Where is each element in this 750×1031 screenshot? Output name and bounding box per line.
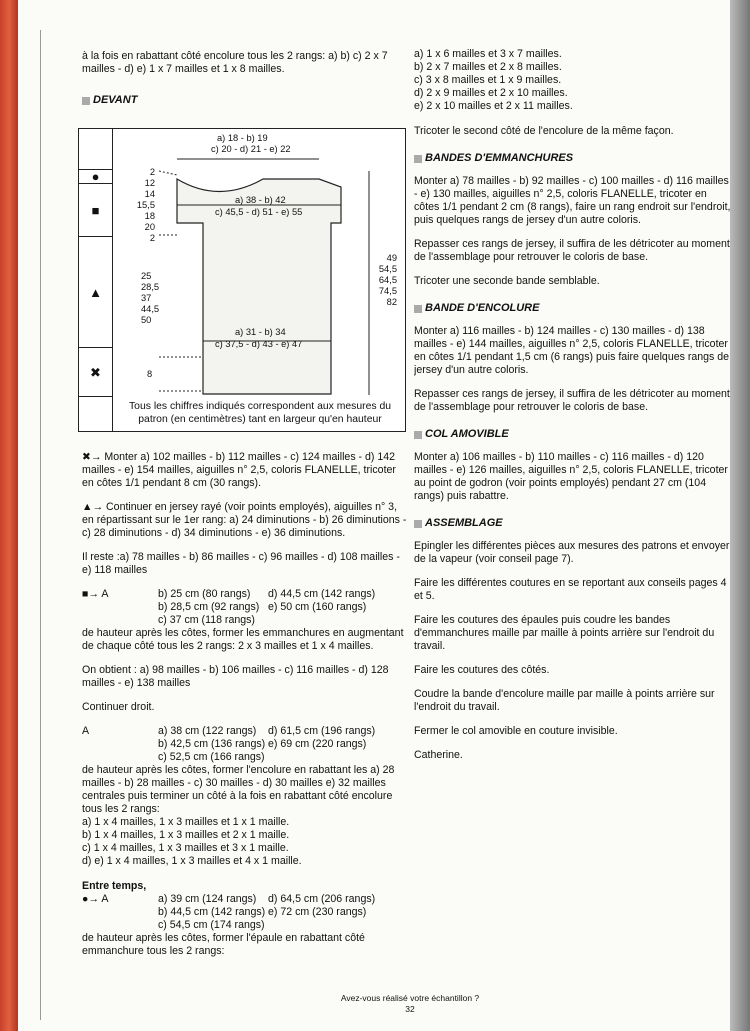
pattern-diagram <box>78 128 406 432</box>
paragraph-emmanchures: de hauteur après les côtes, former les emmanchures en augmentant de chaque côté tous les 2 rangs: 2 x 3 mailles et 1 x 4 mailles. <box>82 627 404 652</box>
paragraph-jersey: ▲→ Continuer en jersey rayé (voir points employés), aiguilles n° 3, en répartissant sur le 1er rang: a) 24 diminutions - b) 26 diminutions - c) 28 diminutions - d) 34 diminutions - e) 36 diminutions. <box>82 501 407 539</box>
section-marker-icon <box>414 431 422 439</box>
paragraph-reste: Il reste :a) 78 mailles - b) 86 mailles - c) 96 mailles - d) 108 mailles - e) 118 mailles <box>82 551 400 576</box>
right-column <box>414 48 734 773</box>
paragraph-epaule: de hauteur après les côtes, former l'épaule en rabattant côté emmanchure tous les 2 rangs: <box>82 932 365 957</box>
section-marker-icon <box>414 520 422 528</box>
paragraph-bande-encolure: Coudre la bande d'encolure maille par maille à points arrière sur l'endroit du travail. <box>414 688 715 713</box>
symbol-square: ■ <box>79 184 112 237</box>
page-number: 32 <box>405 1004 415 1014</box>
paragraph-emm-seconde: Tricoter une seconde bande semblable. <box>414 275 600 287</box>
paragraph-col-fermer: Fermer le col amovible en couture invisible. <box>414 725 618 737</box>
paragraph-coutures: Faire les différentes coutures en se reportant aux conseils pages 4 et 5. <box>414 577 727 602</box>
page-footer <box>330 993 490 1015</box>
paragraph-enc-repasser: Repasser ces rangs de jersey, il suffira de les détricoter au moment de l'assemblage pour retrouver le coloris de base. <box>414 388 730 413</box>
measure-grid-2: A a) 38 cm (122 rangs) d) 61,5 cm (196 rangs) b) 42,5 cm (136 rangs) e) 69 cm (220 rangs) c) 52,5 cm (166 rangs) <box>82 725 376 763</box>
mid-label-2: c) 45,5 - d) 51 - e) 55 <box>215 207 303 217</box>
section-encolure: BANDE D'ENCOLURE <box>414 302 734 315</box>
diagram-caption: Tous les chiffres indiqués correspondent aux mesures du patron (en centimètres) tant en largeur qu'en hauteur <box>128 401 392 425</box>
paragraph-cotes: Faire les coutures des côtés. <box>414 664 550 676</box>
section-marker-icon <box>414 155 422 163</box>
section-marker-icon <box>82 97 90 105</box>
left-column-top <box>82 50 408 117</box>
symbol-circle: ● <box>79 169 112 184</box>
paragraph-obtient: On obtient : a) 98 mailles - b) 106 mailles - c) 116 mailles - d) 128 mailles - e) 138 mailles <box>82 664 389 689</box>
section-emmanchures: BANDES D'EMMANCHURES <box>414 152 734 165</box>
encolure-list: a) 1 x 4 mailles, 1 x 3 mailles et 1 x 1 maille. b) 1 x 4 mailles, 1 x 3 mailles et 2 x 1 maille. c) 1 x 4 mailles, 1 x 3 mailles et 3 x 1 maille. d) e) 1 x 4 mailles, 1 x 3 mailles et 4 x 1 maille. <box>82 816 302 867</box>
signature-text: Catherine. <box>414 749 463 761</box>
footer-question: Avez-vous réalisé votre échantillon ? <box>340 993 480 1003</box>
top-label-1: a) 18 - b) 19 <box>217 133 268 143</box>
paragraph-continuer: Continuer droit. <box>82 701 155 713</box>
spine-line <box>40 30 45 1020</box>
left-column-bottom <box>82 451 408 969</box>
symbol-cross: ✖ <box>90 365 101 380</box>
top-label-2: c) 20 - d) 21 - e) 22 <box>211 144 291 154</box>
paragraph-epingler: Epingler les différentes pièces aux mesures des patrons et envoyer de la vapeur (voir conseil page 7). <box>414 540 730 565</box>
entre-temps-label: Entre temps, <box>82 880 147 892</box>
left-measure-rib: 8 <box>147 369 153 379</box>
symbol-triangle: ▲ <box>79 237 112 348</box>
right-measures: 49 54,5 64,5 74,5 82 <box>378 253 397 307</box>
measure-grid-1: ■→ A b) 25 cm (80 rangs) d) 44,5 cm (142 rangs) b) 28,5 cm (92 rangs) e) 50 cm (160 rangs) c) 37 cm (118 rangs) <box>82 588 376 626</box>
section-col: COL AMOVIBLE <box>414 428 734 441</box>
garment-outline <box>79 129 405 401</box>
paragraph-emm-monter: Monter a) 78 mailles - b) 92 mailles - c) 100 mailles - d) 116 mailles - e) 130 mailles, aiguilles n° 2,5, coloris FLANELLE, tricoter en côtes 1/1 pendant 2 cm (8 rangs), faire un rang endroit sur l'endroit, puis quelques rangs de jersey d'un autre coloris. <box>414 175 731 226</box>
bottom-label-1: a) 31 - b) 34 <box>235 327 286 337</box>
left-measures-lower: 25 28,5 37 44,5 50 <box>141 271 160 325</box>
diagram-symbol-bottom <box>79 396 113 432</box>
section-devant <box>82 94 408 107</box>
shoulder-list: a) 1 x 6 mailles et 3 x 7 mailles. b) 2 x 7 mailles et 2 x 8 mailles. c) 3 x 8 mailles et 1 x 9 mailles. d) 2 x 9 mailles et 2 x 10 mailles. e) 2 x 10 mailles et 2 x 11 mailles. <box>414 48 573 112</box>
guide-1 <box>159 171 177 175</box>
section-assemblage: ASSEMBLAGE <box>414 517 734 530</box>
intro-text: à la fois en rabattant côté encolure tous les 2 rangs: a) b) c) 2 x 7 mailles - d) e) 1 x 7 mailles et 1 x 8 mailles. <box>82 50 388 75</box>
left-measures-upper: 2 12 14 15,5 18 20 2 <box>136 167 155 243</box>
paragraph-epaules: Faire les coutures des épaules puis coudre les bandes d'emmanchures maille par maille à points arrière sur l'endroit du travail. <box>414 614 715 652</box>
section-title: DEVANT <box>93 94 138 106</box>
mid-label-1: a) 38 - b) 42 <box>235 195 286 205</box>
measure-grid-3: ●→ A a) 39 cm (124 rangs) d) 64,5 cm (206 rangs) b) 44,5 cm (142 rangs) e) 72 cm (230 rangs) c) 54,5 cm (174 rangs) <box>82 893 376 931</box>
bottom-label-2: c) 37,5 - d) 43 - e) 47 <box>215 339 303 349</box>
paragraph-monter: ✖→ Monter a) 102 mailles - b) 112 mailles - c) 124 mailles - d) 142 mailles - e) 154 mailles, aiguilles n° 2,5, coloris FLANELLE, tricoter en côtes 1/1 pendant 8 cm (30 rangs). <box>82 451 396 489</box>
paragraph-emm-repasser: Repasser ces rangs de jersey, il suffira de les détricoter au moment de l'assemblage pour retrouver le coloris de base. <box>414 238 730 263</box>
section-marker-icon <box>414 305 422 313</box>
paragraph-encolure: de hauteur après les côtes, former l'encolure en rabattant les a) 28 mailles - b) 28 mailles - c) 30 mailles - d) 30 mailles e) 32 mailles centrales puis terminer un côté à la fois en rabattant côté encolure tous les 2 rangs: <box>82 764 395 815</box>
page-binding <box>0 0 18 1031</box>
paragraph-col-monter: Monter a) 106 mailles - b) 110 mailles - c) 116 mailles - d) 120 mailles - e) 126 mailles, aiguilles n° 2,5, coloris FLANELLE, tricoter au point de godron (voir points employés) pendant 27 cm (104 rangs) puis rabattre. <box>414 451 728 502</box>
paragraph-second-side: Tricoter le second côté de l'encolure de la même façon. <box>414 125 674 137</box>
paragraph-enc-monter: Monter a) 116 mailles - b) 124 mailles - c) 130 mailles - d) 138 mailles - e) 144 mailles, aiguilles n° 2,5, coloris FLANELLE, tricoter en côtes 1/1 pendant 1,5 cm (6 rangs) puis faire quelques rangs de jersey d'un autre coloris. <box>414 325 730 376</box>
